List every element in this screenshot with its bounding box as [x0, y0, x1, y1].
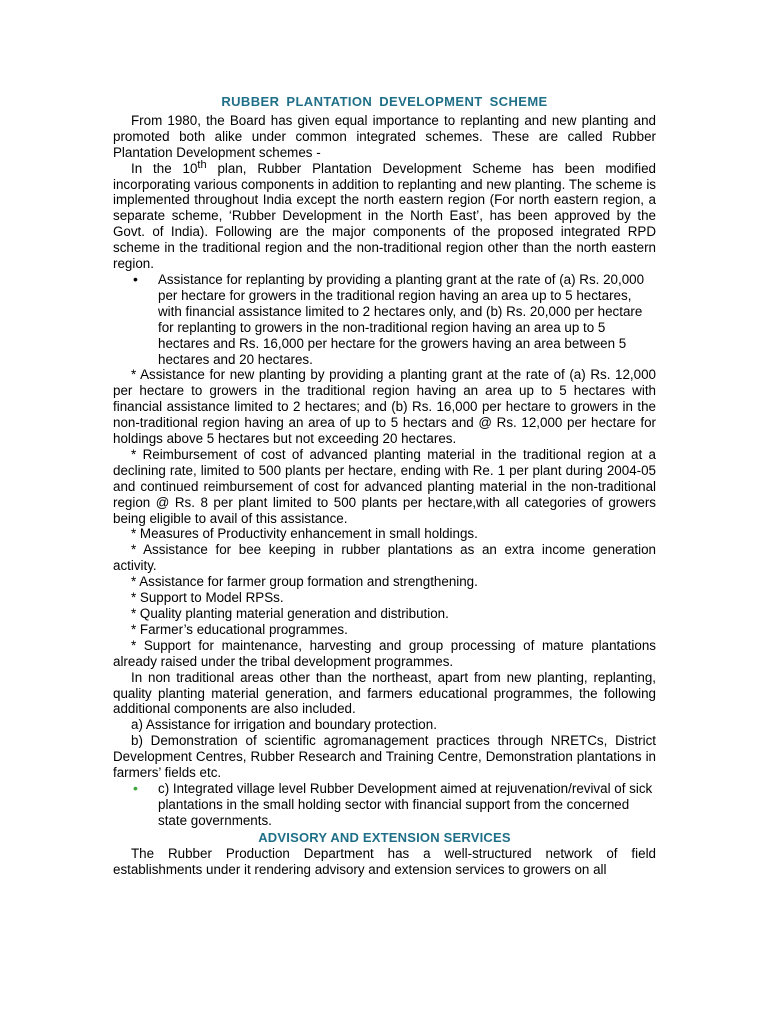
component-item: * Assistance for new planting by providing a planting grant at the rate of (a) Rs. 12,000 per hectare to growers in the traditional region having an area up to 5 hectares with financial assistance limited to 2 hectares; and (b) Rs. 16,000 per hectare to growers in the non-traditional region having an area of up to 5 hectars and @ Rs. 12,000 per hectare for holdings above 5 hectares but not exceeding 20 hectares. [113, 367, 656, 447]
tenth-superscript: th [197, 158, 207, 171]
item-c-text: c) Integrated village level Rubber Development aimed at rejuvenation/revival of sick plantations in the small holding sector with financial support from the concerned state governments. [158, 780, 653, 828]
list-item [133, 270, 656, 367]
component-item: * Assistance for farmer group formation and strengthening. [131, 574, 478, 590]
section-title-advisory: ADVISORY AND EXTENSION SERVICES [258, 829, 511, 845]
component-item: * Farmer’s educational programmes. [131, 621, 348, 637]
item-b: b) Demonstration of scientific agromanagement practices through NRETCs, District Development Centres, Rubber Research and Training Centre, Demonstration plantations in farmers’ fields etc. [113, 733, 656, 781]
tenth-plan-paragraph [113, 158, 656, 272]
non-traditional-paragraph: In non traditional areas other than the northeast, apart from new planting, replanting, quality planting material generation, and farmers educational programmes, the following additional components are also included. [113, 669, 656, 717]
bullet-icon: • [133, 779, 138, 796]
component-item: * Quality planting material generation and distribution. [131, 606, 449, 621]
tenth-rest: plan, Rubber Plantation Development Scheme has been modified incorporating various components in addition to replanting and new planting. The scheme is implemented throughout India except the north eastern region (For north eastern region, a separate scheme, ‘Rubber Development in the North East’, has been approved by the Govt. of India). Following are the major components of the proposed integrated RPD scheme in the traditional region and the non-traditional region other than the north eastern region. [113, 160, 656, 272]
advisory-paragraph: The Rubber Production Department has a well-structured network of field establishments under it rendering advisory and extension services to growers on all [113, 845, 656, 877]
item-a: a) Assistance for irrigation and boundary protection. [131, 717, 437, 733]
list-item [133, 779, 656, 829]
bullet-text: Assistance for replanting by providing a planting grant at the rate of (a) Rs. 20,000 per hectare for growers in the traditional region having an area up to 5 hectares, with financial assistance limited to 2 hectares only, and (b) Rs. 20,000 per hectare for replanting to growers in the non-traditional region having an area up to 5 hectares and Rs. 16,000 per hectare for the growers having an area between 5 hectares and 20 hectares. [158, 271, 645, 367]
bullet-icon: • [133, 270, 138, 287]
component-item: * Reimbursement of cost of advanced planting material in the traditional region at a declining rate, limited to 500 plants per hectare, ending with Re. 1 per plant during 2004-05 and continued reimbursement of cost for advanced planting material in the non-traditional region @ Rs. 8 per plant limited to 500 plants per hectare,with all categories of growers being eligible to avail of this assistance. [113, 446, 656, 526]
section-title: RUBBER PLANTATION DEVELOPMENT SCHEME [221, 94, 548, 109]
tenth-prefix: In the 10 [131, 160, 198, 176]
component-item: * Measures of Productivity enhancement in small holdings. [131, 526, 478, 542]
replanting-bullet-list [113, 272, 656, 367]
intro-paragraph: From 1980, the Board has given equal importance to replanting and new planting and promoted both alike under common integrated schemes. These are called Rubber Plantation Development schemes - [113, 112, 656, 160]
component-item: * Assistance for bee keeping in rubber plantations as an extra income generation activity. [113, 542, 656, 574]
item-c-bullet-list [113, 781, 656, 829]
component-item: * Support to Model RPSs. [131, 590, 284, 606]
component-item: * Support for maintenance, harvesting and group processing of mature plantations already raised under the tribal development programmes. [113, 637, 656, 669]
